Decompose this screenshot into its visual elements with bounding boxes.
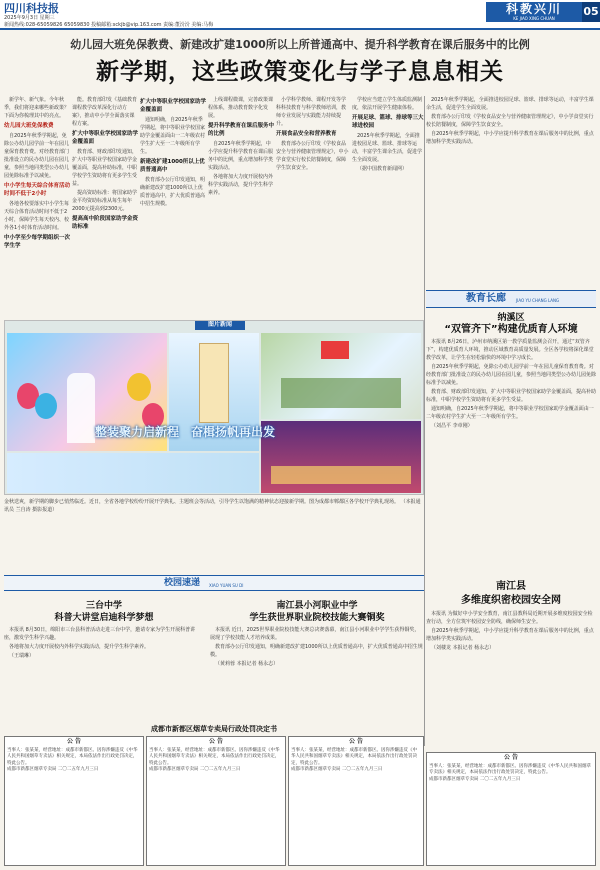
photo-stage-ceremony — [261, 421, 421, 493]
paragraph: 自2025年秋季学期起，中小学应提升科学教育在课后服务中的比例，重点增加科学类实践活动。 — [426, 131, 594, 145]
section-heading: 中小学至少每学期组织一次学生学 — [4, 235, 70, 249]
source-credit: （据中国教育新闻网） — [357, 166, 408, 172]
announcement-text: 当事人：张某某，经营地址：成都市新都区。因你涉嫌违反《中华人民共和国烟草专卖法》相关规定，本局依法作出行政处罚决定，特此公告。 — [149, 747, 280, 766]
article-column-2 — [72, 96, 138, 316]
source-credit: （刘楼龙 本报记者 杨永志） — [431, 645, 495, 651]
stage — [271, 466, 411, 484]
feature-banner-en: JIAO YU CHANG LANG — [516, 298, 560, 303]
lead-headline: 新学期，这些政策变化与学子息息相关 — [96, 58, 504, 85]
feature-banner — [426, 290, 596, 308]
paragraph: 本报讯 近日，2025世界职业院校技能大赛总决赛落幕，南江县小河职业中学学生获得铜奖，展现了学校技能人才培养成果。 — [210, 627, 420, 641]
campus-story-1-kicker: 三台中学 — [85, 601, 122, 611]
feature-story-1-title: “双管齐下”构建优质育人环境 — [444, 324, 578, 335]
article-column-7 — [426, 96, 596, 286]
contact-line: 新闻热线:028-65059826 65059830 投稿邮箱:sckjb@vip.163.com 责编:董汾汾 美编:马梅 — [4, 22, 214, 28]
announcement-sign: 成都市新都区烟草专卖局 二〇二五年九月三日 — [149, 767, 241, 772]
paragraph: 本报讯 为做好中小学安全教育，南江县教科局近期开展多维度校园安全检查行动，全方位筑牢校园安全防线，确保师生安全。 — [426, 611, 593, 625]
feature-story-1-body — [426, 338, 596, 576]
article-column-5 — [276, 96, 350, 286]
announcement-box — [288, 736, 424, 866]
campus-banner — [4, 575, 424, 591]
section-name-en: KE JIAO XING CHUAN — [513, 16, 555, 21]
announcement-sign: 成都市新都区烟草专卖局 二〇二五年九月三日 — [7, 767, 99, 772]
paragraph: 教育部办公厅印发《学校食品安全与营养健康管理规定》，中小学食堂实行校长陪餐制度，保障学生饮食安全。 — [276, 141, 349, 171]
balloon-icon — [35, 393, 57, 419]
sign-icon — [321, 341, 349, 359]
paragraph: 教育部、财政部印发通知，扩大中等职业学校国家助学金覆盖面，提高补助标准，中职学校学生资助将有更多学生受益。 — [426, 389, 596, 403]
announcement-text: 当事人：张某某，经营地址：成都市新都区。因你涉嫌违反《中华人民共和国烟草专卖法》相关规定，本局依法作出行政处罚决定，特此公告。 — [291, 747, 417, 766]
paragraph: 通知明确，自2025年秋季学期起，将中等职业学校国家助学金覆盖面由一二年级农村学生扩大至一二年级所有学生。 — [140, 117, 206, 155]
photo-banner-text: 整装聚力启新程 奋楫扬帆再出发 — [95, 425, 276, 439]
campus-story-1-title: 科普大讲堂启迪科学梦想 — [54, 613, 154, 623]
paragraph: 自2025年秋季学期起，中小学应提升科学教育在课后服务中的比例，重点增加科学类实践活动。 — [208, 141, 274, 171]
masthead: 四川科技报 — [4, 2, 59, 15]
paragraph: 教育部、财政部印发通知，扩大中等职业学校国家助学金覆盖面，提高补助标准，中职学校学生资助将有更多学生受益。 — [72, 149, 138, 187]
announcement-box — [426, 752, 596, 866]
photo-banner-strip — [7, 453, 259, 493]
campus-banner-en: XIAO YUAN SU DI — [209, 583, 244, 588]
paragraph: 各地各校要落实中小学生每天综合体育活动时间不低于2小时，保障学生每天校内、校外各1小时体育活动时间。 — [4, 201, 70, 231]
paragraph: 通知明确，自2025年秋季学期起，将中等职业学校国家助学金覆盖面由一二年级农村学生扩大至一二年级所有学生。 — [426, 406, 594, 420]
announcement-box — [146, 736, 286, 866]
section-heading: 中小学生每天综合体育活动时间不低于2小时 — [4, 183, 70, 197]
section-label — [486, 2, 582, 22]
article-column-3 — [140, 96, 206, 316]
section-heading: 提高高中阶段国家助学金资助标准 — [72, 216, 138, 230]
section-heading: 开展食品安全和营养教育 — [276, 131, 337, 137]
announcement-box-title: 公 告 — [348, 738, 364, 745]
photo-caption — [4, 498, 424, 514]
balloon-icon — [127, 373, 151, 401]
column-divider — [424, 96, 425, 746]
teacher-figure — [67, 373, 95, 443]
announcement-box — [4, 736, 144, 866]
section-heading: 幼儿园大班免保教费 — [4, 123, 54, 129]
paragraph: 新学年、新气象。今年秋季，我们将迎来哪些新政策？下面为你梳理其中的亮点。 — [4, 97, 70, 119]
feature-story-1-kicker: 纳溪区 — [497, 313, 525, 323]
paragraph: 上线课程微课，完善政策课程体系，推动教育数字化发展。 — [208, 97, 274, 119]
announcement-box-title: 公 告 — [503, 754, 519, 761]
article-column-6 — [352, 96, 424, 286]
article-column-4 — [208, 96, 274, 316]
door-decoration — [199, 343, 229, 423]
campus-story-2-title: 学生获世界职业院校技能大赛铜奖 — [249, 613, 385, 623]
announcement-title: 成都市新都区烟草专卖局行政处罚决定书 — [151, 725, 277, 733]
paragraph: 提高资助标准：将国家助学金平均资助标准从每生每年2000元提高到2300元。 — [72, 190, 138, 212]
feature-story-2-title: 多维度织密校园安全网 — [461, 595, 561, 606]
photo-news — [4, 320, 424, 495]
paragraph: 能。教育部印发《基础教育课程教学改革深化行动方案》，推动中小学全面落实课程方案。 — [72, 97, 138, 127]
feature-banner-title: 教育长廊 — [466, 293, 506, 304]
lead-subtitle: 幼儿园大班免保教费、新建改扩建1000所以上所普通高中、提升科学教育在课后服务中的比例 — [70, 38, 530, 51]
page-header — [0, 0, 600, 30]
campus-story-2-body — [210, 626, 424, 720]
paragraph: 各地将加大力度开展校内外科学实践活动，提升学生科学素养。 — [9, 644, 150, 650]
section-heading: 新建改扩建1000所以上优质普通高中 — [140, 159, 205, 173]
campus-story-1-body — [4, 626, 204, 720]
paragraph: 本报讯 8月26日，泸州市纳溪区第一教学质量监测会召开，通过“双管齐下”，构建优质育人环境，推动区域教育高质量发展。全区各学校将深化课堂教学改革，让学生在轻松愉快的环境中学习成长。 — [426, 339, 594, 361]
paragraph: 教育部办公厅印发通知，明确新建改扩建1000所以上优质普通高中，扩大优质普通高中招生规模。 — [210, 644, 423, 658]
paragraph: 自2025年秋季学期起，免除公办幼儿园学前一年在园儿童保育教育费。对经教育部门批准设立的民办幼儿园在园儿童，参照当地同类型公办幼儿园免除标准予以减免。 — [4, 133, 70, 179]
announcement-box-title: 公 告 — [208, 738, 224, 745]
source-credit: （刘昌平 李章刚） — [431, 423, 473, 429]
paragraph: 2025年秋季学期起，全面推进校园足球、篮球、排球等运动，丰富学生课余生活，促进学生全面发展。 — [352, 133, 423, 163]
paragraph: 自2025年秋季学期起，免除公办幼儿园学前一年在园儿童保育教育费。对经教育部门批准设立的民办幼儿园在园儿童，参照当地同类型公办幼儿园免除标准予以减免。 — [426, 364, 596, 386]
paragraph: 各地将加大力度开展校内外科学实践活动，提升学生科学素养。 — [208, 174, 274, 196]
paragraph: 教育部办公厅印发《学校食品安全与营养健康管理规定》，中小学食堂实行校长陪餐制度，保障学生饮食安全。 — [426, 114, 594, 128]
photo-news-tag: 图片新闻 — [195, 320, 245, 330]
paragraph: 本报讯 8月30日，绵阳市三台县科普活动走进三台中学，邀请专家为学生开展科普讲座，激发学生科学兴趣。 — [4, 627, 196, 641]
page-number: 05 — [582, 2, 600, 22]
paragraph: 自2025年秋季学期起，中小学应提升科学教育在课后服务中的比例，重点增加科学类实践活动。 — [426, 628, 594, 642]
section-heading: 扩大中等职业学校国家助学金覆盖面 — [140, 99, 206, 113]
campus-story-2-kicker: 南江县小河职业中学 — [276, 601, 358, 611]
source-credit: （王瑞琳） — [9, 653, 35, 659]
paragraph: 学校应当建立学生体质监测制度，依法开展学生健康体检。 — [352, 97, 423, 111]
feature-story-2-body — [426, 610, 596, 750]
article-column-1 — [4, 96, 70, 316]
paragraph: 教育部办公厅印发通知，明确新建改扩建1000所以上优质普通高中，扩大优质普通高中招生规模。 — [140, 177, 206, 207]
students-group — [281, 378, 401, 408]
section-name: 科教兴川 — [505, 2, 562, 16]
announcement-sign: 成都市新都区烟草专卖局 二〇二五年九月三日 — [291, 767, 383, 772]
announcement-text: 当事人：张某某，经营地址：成都市新都区。因你涉嫌违反《中华人民共和国烟草专卖法》相关规定，本局依法作出行政处罚决定，特此公告。 — [429, 763, 591, 775]
paragraph: 小学科学教师、课程开发等学科科技教育与科学教师培训，教师专业发展与实践能力持续提升。 — [276, 97, 347, 127]
caption-credit: （本报通讯员 兰自涛 摄影报道） — [4, 499, 421, 513]
announcement-text: 当事人：张某某，经营地址：成都市新都区。因你涉嫌违反《中华人民共和国烟草专卖法》相关规定，本局依法作出行政处罚决定，特此公告。 — [7, 747, 138, 766]
feature-story-2-kicker: 南江县 — [496, 581, 526, 592]
section-heading: 开展足球、篮球、排球等三大球进校园 — [352, 115, 424, 129]
announcement-sign: 成都市新都区烟草专卖局 二〇二五年九月三日 — [429, 776, 521, 782]
caption-text: 金秋送爽，新学期的脚步已悄然临近。近日，全省各地学校纷纷开展开学典礼、主题班会等活动，引导学生以饱满的精神状态迎接新学期。图为成都市郫都区各学校开学典礼现场。 — [4, 499, 400, 505]
section-heading: 提升科学教育在课后服务中的比例 — [208, 123, 274, 137]
campus-banner-title: 校园速递 — [164, 578, 201, 588]
photo-students-outdoor — [261, 333, 421, 419]
date-line: 2025年9月3日 星期三 — [4, 15, 55, 21]
source-credit: （黄莉蓉 本报记者 杨永志） — [215, 661, 279, 667]
section-heading: 扩大中等职业学校国家助学金覆盖面 — [72, 131, 138, 145]
announcement-box-title: 公 告 — [66, 738, 82, 745]
paragraph: 2025年秋季学期起，全面推进校园足球、篮球、排球等运动，丰富学生课余生活，促进学生全面发展。 — [426, 97, 594, 111]
